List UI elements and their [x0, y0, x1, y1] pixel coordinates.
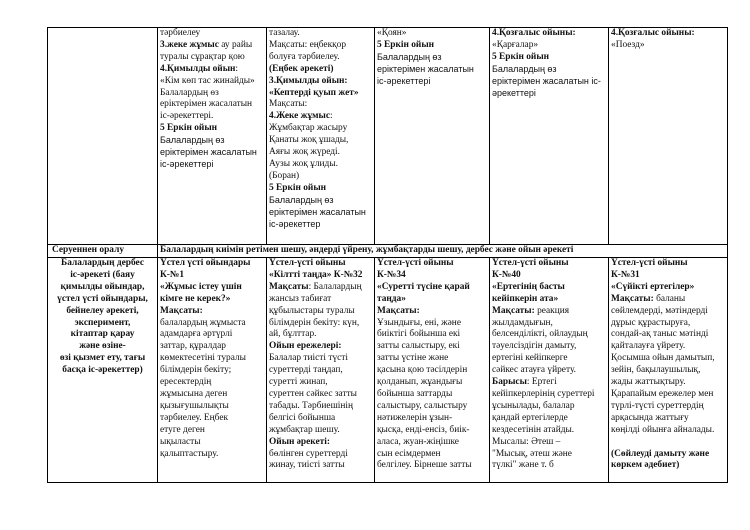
cell-line: [492, 64, 606, 76]
cell-text: Балалардың өз: [160, 87, 219, 98]
cell-text: Аяғы жоқ жүреді.: [269, 147, 341, 158]
cell-line: [160, 413, 264, 425]
cell-line: [269, 147, 372, 159]
cell-line: [160, 401, 264, 413]
cell-text: аласа, жуан-жіңішке: [377, 436, 459, 447]
cell-line: [377, 460, 487, 472]
cell-line: [492, 437, 606, 449]
cell-text: кейіпкерін ата»: [492, 293, 559, 304]
cell-line: [269, 401, 372, 413]
cell-text: (Сөйлеуді дамыту және: [611, 448, 710, 459]
cell-text: жинау, тиісті затты: [269, 460, 345, 471]
cell-line: [160, 123, 264, 135]
cell-text: жады жаттықтыру.: [611, 377, 686, 388]
cell-text: суреттен сәйкес затты: [269, 388, 357, 399]
row1-col1-cell: [158, 28, 267, 245]
cell-line: [160, 76, 264, 88]
cell-text: Мақсаты:: [269, 99, 308, 110]
cell-line: [160, 425, 264, 437]
cell-text: «Қарғалар»: [492, 39, 539, 50]
cell-line: [611, 449, 725, 461]
cell-line: [377, 52, 487, 64]
cell-text: ертегіні кейіпкерге: [492, 353, 568, 364]
cell-text: қайталауға үйрету.: [611, 341, 686, 352]
cell-line: [160, 294, 264, 306]
cell-line: [269, 282, 372, 294]
cell-text: затты салыстыру, екі: [377, 341, 460, 352]
label-line: кітаптар қарау: [70, 329, 135, 340]
cell-text: К-№1: [160, 269, 185, 280]
cell-line: [160, 353, 264, 365]
cell-text: түлкі" және т. б: [492, 460, 554, 471]
cell-text-rest: :: [235, 63, 239, 74]
cell-line: [160, 318, 264, 330]
cell-line: [492, 88, 606, 100]
cell-text: қандай ертегілерде: [492, 412, 568, 423]
cell-text-rest: :: [330, 111, 333, 122]
cell-text: нәтижелерін ұзын-: [377, 412, 453, 423]
label-line: Балалардың дербес: [61, 258, 144, 268]
cell-text: жылдамдығын,: [492, 317, 553, 328]
schedule-table: [47, 27, 728, 483]
cell-text: 4.Қозғалыс ойыны:: [611, 28, 695, 38]
cell-line: [492, 425, 606, 437]
cell-line: [611, 318, 725, 330]
cell-line: [377, 329, 487, 341]
cell-text: 3.Қимылды ойын:: [269, 75, 348, 86]
cell-line: [160, 88, 264, 100]
cell-line: [160, 341, 264, 353]
cell-text: іс-әрекеттері: [377, 75, 431, 86]
cell-line: [492, 365, 606, 377]
cell-text: туралы сұрақтар қою: [160, 51, 245, 62]
label-line: және өзіне-: [79, 341, 126, 352]
label-line: үстел үсті ойындары,: [57, 293, 148, 304]
cell-text: қасына қою тәсілдерін: [377, 365, 468, 376]
cell-text: Қосымша ойын дамытып,: [611, 353, 715, 364]
cell-text: дұрыс құрастыруға,: [611, 317, 691, 328]
cell-line: [269, 377, 372, 389]
cell-line: [269, 413, 372, 425]
cell-text: ықыласты: [160, 436, 201, 447]
cell-line: [269, 76, 372, 88]
cell-text: Қанаты жоқ ұшады,: [269, 135, 349, 146]
cell-line: [160, 377, 264, 389]
cell-line: [269, 171, 372, 183]
cell-line: [160, 28, 264, 40]
cell-line: [611, 341, 725, 353]
cell-line: [269, 318, 372, 330]
label-line: эксперимент,: [74, 317, 131, 328]
cell-line: [269, 207, 372, 219]
cell-line: [492, 282, 606, 294]
cell-line: [377, 28, 487, 40]
cell-text: Мақсаты:: [611, 293, 654, 304]
cell-text: Балалар тиісті түсті: [269, 353, 348, 364]
cell-line: [492, 329, 606, 341]
cell-text: Қарапайым ережелер мен: [611, 388, 714, 399]
row3-col5-cell: [609, 258, 728, 483]
cell-line: [269, 88, 372, 100]
cell-text: жансыз табиғат: [269, 293, 332, 304]
cell-text: тәрбиелеу. Еңбек: [160, 412, 229, 423]
cell-text: 5 Еркін ойын: [160, 123, 218, 134]
cell-line: [269, 329, 372, 341]
cell-text: Ойын ережелері:: [269, 341, 342, 352]
cell-line: [611, 306, 725, 318]
label-line: басқа іс-әрекеттер): [62, 365, 143, 376]
label-line: қимылды ойындар,: [60, 281, 145, 292]
cell-line: [377, 449, 487, 461]
cell-text: көркем әдебиет): [611, 460, 680, 471]
cell-text: еріктерімен жасалатын: [269, 206, 366, 217]
cell-text: Ойын әрекеті:: [269, 436, 330, 447]
cell-text: «Поезд»: [611, 39, 645, 50]
cell-text: еріктерімен жасалатын: [377, 63, 474, 74]
cell-line: [492, 40, 606, 52]
cell-line: [269, 294, 372, 306]
cell-text: (Еңбек әрекеті): [269, 63, 334, 74]
cell-text: Барысы: [492, 377, 527, 388]
cell-text: әрекеттері: [492, 87, 536, 98]
cell-line: [611, 282, 725, 294]
cell-line: [492, 377, 606, 389]
cell-text: белсенділікті, ойлаудың: [492, 329, 588, 340]
row3-col4-cell: [490, 258, 609, 483]
cell-line: [160, 270, 264, 282]
cell-line: [269, 111, 372, 123]
cell-text: көңілді ойынға айналады.: [611, 424, 715, 435]
cell-line: [269, 40, 372, 52]
cell-text: жұмысына деген: [160, 388, 228, 399]
cell-line: [269, 99, 372, 111]
independent-activity-label: [48, 258, 158, 483]
cell-text: «Жұмыс істеу үшін: [160, 281, 242, 292]
cell-line: [377, 353, 487, 365]
cell-text: (Боран): [269, 170, 300, 181]
cell-line: [492, 460, 606, 472]
cell-text: сын есімдермен: [377, 448, 441, 459]
cell-text: ай, бұлттар.: [269, 329, 317, 340]
cell-text: биіктігі бойынша екі: [377, 329, 461, 340]
cell-line: [492, 52, 606, 64]
cell-text: затты үстіне және: [377, 353, 449, 364]
cell-text: Ұзындығы, ені, және: [377, 317, 461, 328]
cell-line: [377, 282, 487, 294]
cell-line: [269, 64, 372, 76]
cell-text: кімге не керек?»: [160, 293, 231, 304]
row3-col3-cell: [375, 258, 490, 483]
cell-line: [377, 258, 487, 270]
cell-line: [377, 413, 487, 425]
table-row-independent-activity: [48, 258, 728, 483]
cell-text: іс-әрекеттері.: [160, 111, 214, 122]
cell-line: [269, 195, 372, 207]
cell-text: арқасында жаттығу: [611, 412, 689, 423]
cell-text: салыстыру, салыстыру: [377, 400, 468, 411]
cell-text: Мақсаты:: [377, 305, 420, 316]
cell-line: [611, 365, 725, 377]
cell-text: іс-әрекеттері: [160, 158, 214, 169]
cell-line: [269, 437, 372, 449]
cell-text: Үстел-үсті ойыны: [611, 258, 688, 268]
cell-text: «Суретті түсіне қарай: [377, 281, 470, 292]
cell-text: адамдарға әртүрлі: [160, 329, 233, 340]
cell-line: [269, 425, 372, 437]
cell-line: [492, 413, 606, 425]
cell-text: түрлі-түсті суреттердің: [611, 400, 704, 411]
cell-text: 5 Еркін ойын: [377, 39, 435, 50]
cell-text: кездесетінін атайды.: [492, 424, 575, 435]
cell-text: «Қоян»: [377, 28, 407, 38]
cell-text: Мақсаты: еңбекқор: [269, 39, 347, 50]
cell-text-rest: баланы: [653, 293, 686, 304]
cell-line: [269, 183, 372, 195]
cell-text: сондай-ақ таныс мәтінді: [611, 329, 709, 340]
cell-text: Балалардың өз: [269, 194, 334, 205]
cell-line: [377, 64, 487, 76]
cell-text: белгісі бойынша: [269, 412, 336, 423]
cell-line: [377, 40, 487, 52]
cell-text: 4.Жеке жұмыс: [269, 111, 331, 122]
cell-line: [611, 389, 725, 401]
cell-text-rest: : Балалардың: [308, 281, 362, 292]
cell-text: 5 Еркін ойын: [492, 51, 550, 62]
cell-line: [269, 353, 372, 365]
cell-line: [492, 318, 606, 330]
cell-line: [160, 159, 264, 171]
cell-text: етуге деген: [160, 424, 205, 435]
cell-line: [160, 389, 264, 401]
cell-text: табады. Тәрбиешінің: [269, 400, 354, 411]
cell-text: Аузы жоқ ұлиды.: [269, 158, 338, 169]
cell-line: [492, 401, 606, 413]
cell-line: [611, 437, 725, 449]
cell-line: [160, 329, 264, 341]
cell-text: 5 Еркін ойын: [269, 182, 327, 193]
label-line: бейнелеу әрекеті,: [66, 305, 139, 316]
cell-line: [492, 76, 606, 88]
cell-line: [269, 28, 372, 40]
cell-text: іс-әрекеттер: [269, 218, 321, 229]
cell-text: Үстел үсті ойындары: [160, 258, 251, 268]
cell-line: [611, 270, 725, 282]
cell-text: бөлінген суреттерді: [269, 448, 348, 459]
cell-line: [611, 329, 725, 341]
cell-line: [269, 460, 372, 472]
cell-line: [160, 111, 264, 123]
row1-col5-cell: [609, 28, 728, 245]
cell-text: ересектердің: [160, 377, 212, 388]
cell-text: еріктерімен жасалатын іс-: [492, 75, 601, 86]
cell-text: суретті жинап,: [269, 377, 328, 388]
cell-text: білімдерін бекіту;: [160, 365, 232, 376]
cell-text: тазалау.: [269, 28, 300, 38]
cell-text: «Ертегінің басты: [492, 281, 565, 292]
cell-line: [269, 135, 372, 147]
cell-text: сөйлемдерді, мәтіндерді: [611, 305, 708, 316]
cell-text: Балалардың өз: [492, 63, 557, 74]
cell-line: [160, 64, 264, 76]
cell-text: еріктерімен жасалатын: [160, 147, 257, 158]
cell-text: белгілеу. Бірнеше затты: [377, 460, 472, 471]
cell-line: [611, 40, 725, 52]
cell-text: "Мысық, әтеш және: [492, 448, 572, 459]
cell-text: Үстел-үсті ойыны: [377, 258, 454, 268]
cell-text: Балалардың өз: [160, 135, 225, 146]
cell-text: суреттерді таңдап,: [269, 365, 343, 376]
row1-col2-cell: [267, 28, 375, 245]
cell-text: К-№40: [492, 269, 521, 280]
cell-line: [377, 306, 487, 318]
cell-line: [611, 353, 725, 365]
cell-line: [492, 353, 606, 365]
cell-text: [611, 437, 613, 447]
cell-line: [160, 40, 264, 52]
cell-line: [611, 258, 725, 270]
table-row-activities: [48, 28, 728, 245]
cell-text: Балалардың өз: [377, 51, 442, 62]
cell-line: [269, 270, 372, 282]
table-row-return-from-walk: [48, 245, 728, 258]
return-from-walk-label: Серуеннен оралу: [48, 245, 158, 258]
cell-line: [492, 294, 606, 306]
cell-text: К-№31: [611, 269, 640, 280]
cell-line: [377, 425, 487, 437]
cell-line: [160, 52, 264, 64]
cell-text-rest: : Ертегі: [526, 377, 557, 388]
return-from-walk-text: Балалардың киімін ретімен шешу, әндерді үйрену, жұмбақтарды шешу, дербес және ойын әрекеті: [158, 245, 728, 258]
cell-text: көмектесетіні туралы: [160, 353, 246, 364]
row1-col3-cell: [375, 28, 490, 245]
cell-line: [160, 449, 264, 461]
label-line: өзі қызмет ету, тағы: [59, 353, 146, 364]
cell-line: [269, 365, 372, 377]
cell-line: [611, 401, 725, 413]
cell-text: 4.Қимылды ойын: [160, 63, 236, 74]
cell-line: [492, 389, 606, 401]
cell-line: [377, 270, 487, 282]
cell-line: [160, 135, 264, 147]
cell-text: Мысалы: Әтеш –: [492, 436, 561, 447]
cell-line: [492, 306, 606, 318]
cell-text: сәйкес атауға үйрету.: [492, 365, 577, 376]
cell-line: [377, 389, 487, 401]
cell-line: [377, 76, 487, 88]
cell-line: [160, 258, 264, 270]
cell-text: балалардың жұмыста: [160, 317, 246, 328]
cell-text: ұсынылады, балалар: [492, 400, 575, 411]
cell-text: 4.Қозғалыс ойыны:: [492, 28, 576, 38]
cell-line: [269, 341, 372, 353]
cell-line: [269, 159, 372, 171]
cell-line: [611, 425, 725, 437]
cell-text: зейін, бақылаушылық,: [611, 365, 701, 376]
cell-line: [611, 460, 725, 472]
cell-line: [377, 341, 487, 353]
cell-line: [269, 52, 372, 64]
cell-text: қолданып, жұандығы: [377, 377, 463, 388]
cell-text: «Кім көп тас жинайды»: [160, 75, 255, 86]
row1-col4-cell: [490, 28, 609, 245]
cell-text: К-№34: [377, 269, 406, 280]
cell-line: [492, 449, 606, 461]
cell-line: [269, 306, 372, 318]
label-line: іс-әрекеті (баяу: [70, 269, 135, 280]
cell-text: Үстел-үсті ойыны: [492, 258, 569, 268]
cell-line: [492, 270, 606, 282]
cell-text-rest: реакция: [534, 305, 570, 316]
cell-text: бойынша заттарды: [377, 388, 453, 399]
row3-col1-cell: [158, 258, 267, 483]
cell-text: «Кілтті таңда» К-№32: [269, 269, 363, 280]
cell-line: [160, 365, 264, 377]
cell-text: Мақсаты:: [492, 305, 535, 316]
cell-text: Жұмбақтар жасыру: [269, 123, 348, 134]
cell-line: [377, 365, 487, 377]
cell-text: қысқа, енді-енсіз, биік-: [377, 424, 470, 435]
cell-line: [160, 437, 264, 449]
cell-line: [492, 28, 606, 40]
cell-text: 3.жеке жұмыс: [160, 39, 219, 50]
cell-line: [160, 147, 264, 159]
cell-line: [611, 28, 725, 40]
cell-line: [611, 377, 725, 389]
cell-text: Мақсаты:: [160, 305, 203, 316]
cell-text: еріктерімен жасалатын: [160, 99, 253, 110]
cell-line: [269, 449, 372, 461]
cell-text: Мақсаты: [269, 281, 309, 292]
cell-text: заттар, құралдар: [160, 341, 226, 352]
cell-line: [269, 123, 372, 135]
cell-line: [377, 377, 487, 389]
cell-line: [377, 401, 487, 413]
cell-line: [160, 282, 264, 294]
cell-line: [377, 437, 487, 449]
cell-line: [377, 294, 487, 306]
cell-text: болуға тәрбиелеу.: [269, 51, 340, 62]
cell-line: [611, 413, 725, 425]
cell-text: Үстел-үсті ойыны: [269, 258, 346, 268]
row3-col2-cell: [267, 258, 375, 483]
cell-line: [269, 219, 372, 231]
cell-text: «Кептерді қуып жет»: [269, 87, 359, 98]
cell-line: [377, 318, 487, 330]
cell-text: кейіпкерлерінің суреттері: [492, 388, 595, 399]
cell-text: қалыптастыру.: [160, 448, 219, 459]
cell-text-rest: ау райы: [218, 39, 253, 50]
cell-line: [269, 389, 372, 401]
row1-label-cell: [48, 28, 158, 245]
cell-line: [160, 306, 264, 318]
cell-text: жұмбақтар шешу.: [269, 424, 340, 435]
cell-line: [269, 258, 372, 270]
cell-text: таңда»: [377, 293, 406, 304]
cell-line: [492, 341, 606, 353]
cell-text: тәрбиелеу: [160, 28, 201, 38]
cell-line: [492, 258, 606, 270]
cell-text: «Сүйікті ертегілер»: [611, 281, 695, 292]
cell-text: білімдерін бекіту: күн,: [269, 317, 360, 328]
cell-text: қызығушылықты: [160, 400, 229, 411]
cell-text: құбылыстары туралы: [269, 305, 355, 316]
cell-text: тәуелсіздігін дамыту,: [492, 341, 577, 352]
cell-line: [160, 99, 264, 111]
cell-line: [611, 294, 725, 306]
